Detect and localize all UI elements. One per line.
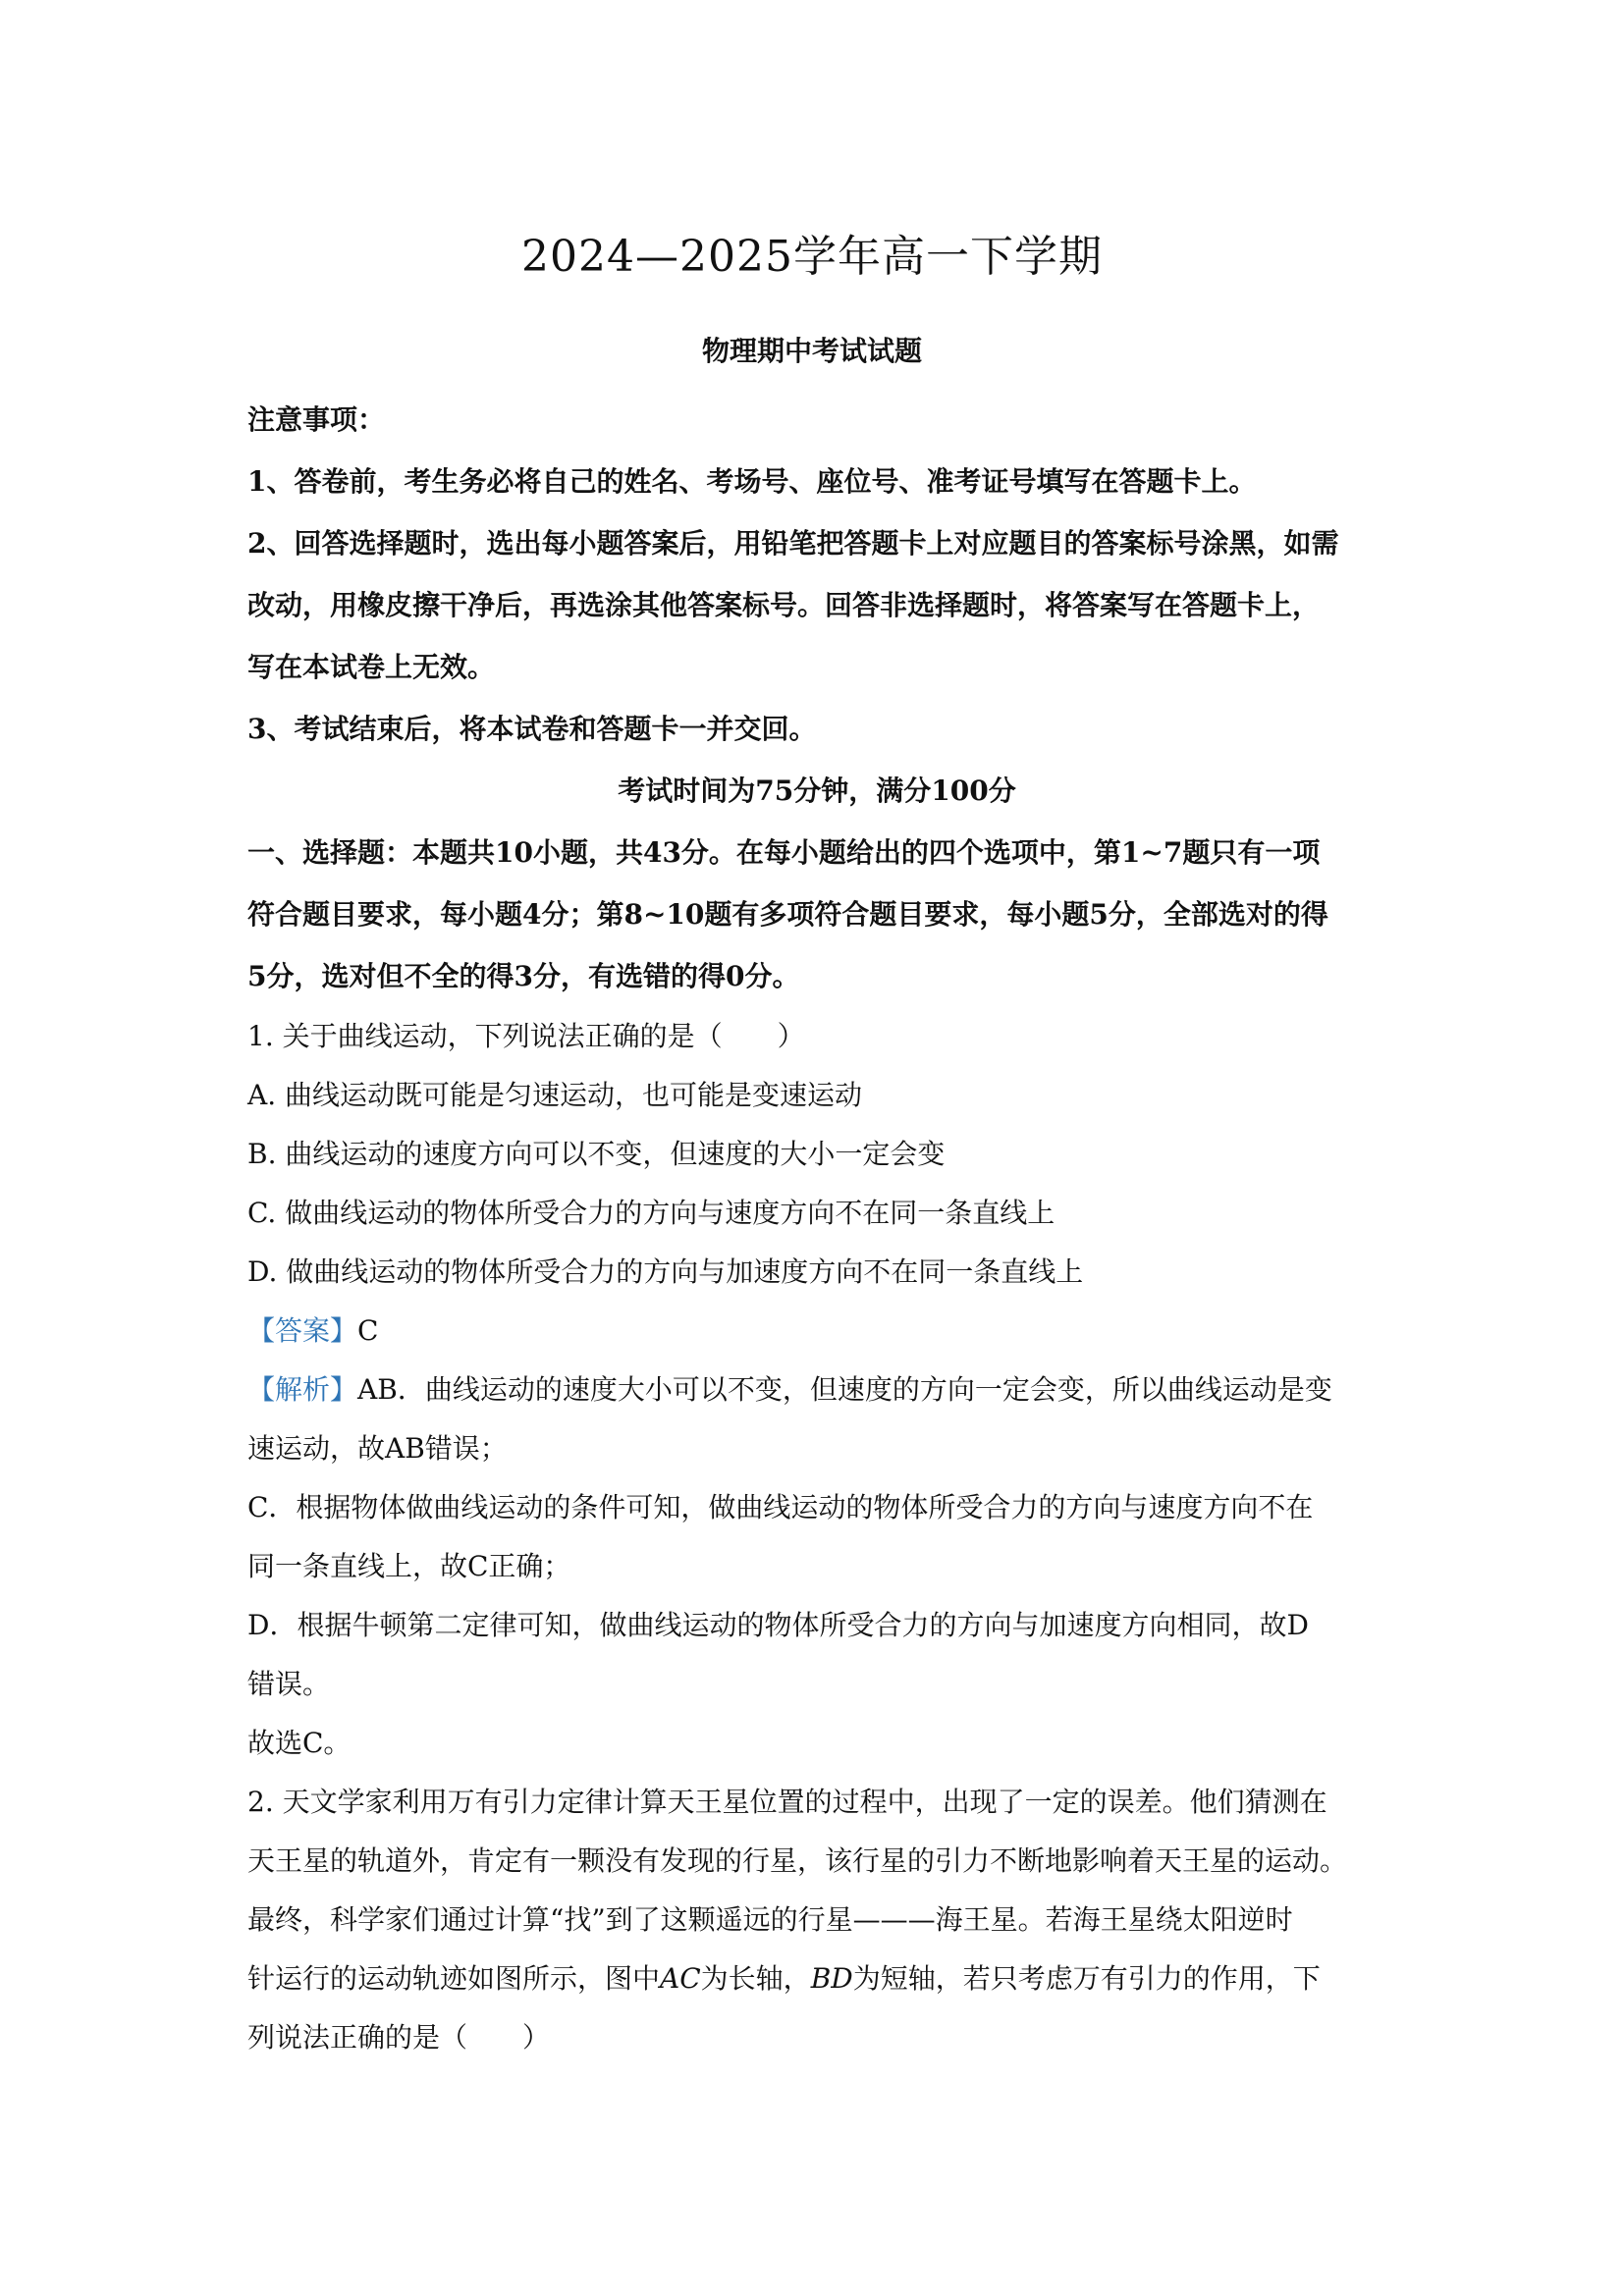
analysis-line: C．根据物体做曲线运动的条件可知，做曲线运动的物体所受合力的方向与速度方向不在 [247, 1491, 1314, 1523]
analysis-line: 错误。 [247, 1668, 331, 1700]
notes-item: 写在本试卷上无效。 [247, 651, 496, 683]
question-1-option-c: C. 做曲线运动的物体所受合力的方向与速度方向不在同一条直线上 [247, 1197, 1056, 1229]
analysis-tag: 【解析】 [247, 1373, 358, 1406]
question-2-line: 列说法正确的是（ ） [247, 2021, 551, 2054]
analysis-text: AB．曲线运动的速度大小可以不变，但速度的方向一定会变，所以曲线运动是变 [357, 1373, 1332, 1406]
exam-time-info: 考试时间为75分钟，满分100分 [618, 774, 1016, 807]
section-instruction: 一、选择题：本题共10小题，共43分。在每小题给出的四个选项中，第1~7题只有一项 [247, 836, 1321, 869]
notes-heading: 注意事项： [247, 403, 386, 436]
answer-tag: 【答案】 [247, 1314, 358, 1347]
notes-item: 3、考试结束后，将本试卷和答题卡一并交回。 [247, 713, 817, 745]
question-2-line [247, 1949, 1386, 2008]
question-1-analysis [247, 1361, 1386, 1419]
section-instruction: 符合题目要求，每小题4分；第8~10题有多项符合题目要求，每小题5分，全部选对的得 [247, 898, 1328, 931]
analysis-line: 速运动，故AB错误； [247, 1432, 508, 1465]
analysis-line: D．根据牛顿第二定律可知，做曲线运动的物体所受合力的方向与加速度方向相同，故D [247, 1609, 1309, 1641]
page-subtitle: 物理期中考试试题 [701, 335, 922, 367]
question-2-line: 2. 天文学家利用万有引力定律计算天王星位置的过程中，出现了一定的误差。他们猜测在 [247, 1786, 1327, 1818]
analysis-line: 故选C。 [247, 1727, 352, 1759]
q2-text: 为短轴，若只考虑万有引力的作用，下 [852, 1962, 1321, 1995]
q2-text: 针运行的运动轨迹如图所示，图中 [247, 1962, 661, 1995]
document-body [247, 389, 1386, 2067]
page-title: 2024—2025学年高一下学期 [521, 232, 1103, 282]
answer-value: C [357, 1314, 379, 1347]
question-2-line: 最终，科学家们通过计算“找”到了这颗遥远的行星———海王星。若海王星绕太阳逆时 [247, 1903, 1293, 1936]
q2-text: 为长轴， [700, 1962, 811, 1995]
question-1-option-b: B. 曲线运动的速度方向可以不变，但速度的大小一定会变 [247, 1138, 946, 1170]
question-1-option-d: D. 做曲线运动的物体所受合力的方向与加速度方向不在同一条直线上 [247, 1255, 1084, 1288]
q2-var-bd: BD [810, 1962, 853, 1995]
notes-item: 改动，用橡皮擦干净后，再选涂其他答案标号。回答非选择题时，将答案写在答题卡上， [247, 589, 1321, 621]
question-1-stem: 1. 关于曲线运动，下列说法正确的是（ ） [247, 1020, 805, 1052]
q2-var-ac: AC [660, 1962, 701, 1995]
analysis-line: 同一条直线上，故C正确； [247, 1550, 571, 1582]
notes-item: 2、回答选择题时，选出每小题答案后，用铅笔把答题卡上对应题目的答案标号涂黑，如需 [247, 527, 1339, 560]
section-instruction: 5分，选对但不全的得3分，有选错的得0分。 [247, 960, 800, 992]
question-1-answer [247, 1302, 1386, 1361]
question-1-option-a: A. 曲线运动既可能是匀速运动，也可能是变速运动 [247, 1079, 863, 1111]
notes-item: 1、答卷前，考生务必将自己的姓名、考场号、座位号、准考证号填写在答题卡上。 [247, 465, 1257, 498]
question-2-line: 天王星的轨道外，肯定有一颗没有发现的行星，该行星的引力不断地影响着天王星的运动。 [247, 1844, 1348, 1877]
